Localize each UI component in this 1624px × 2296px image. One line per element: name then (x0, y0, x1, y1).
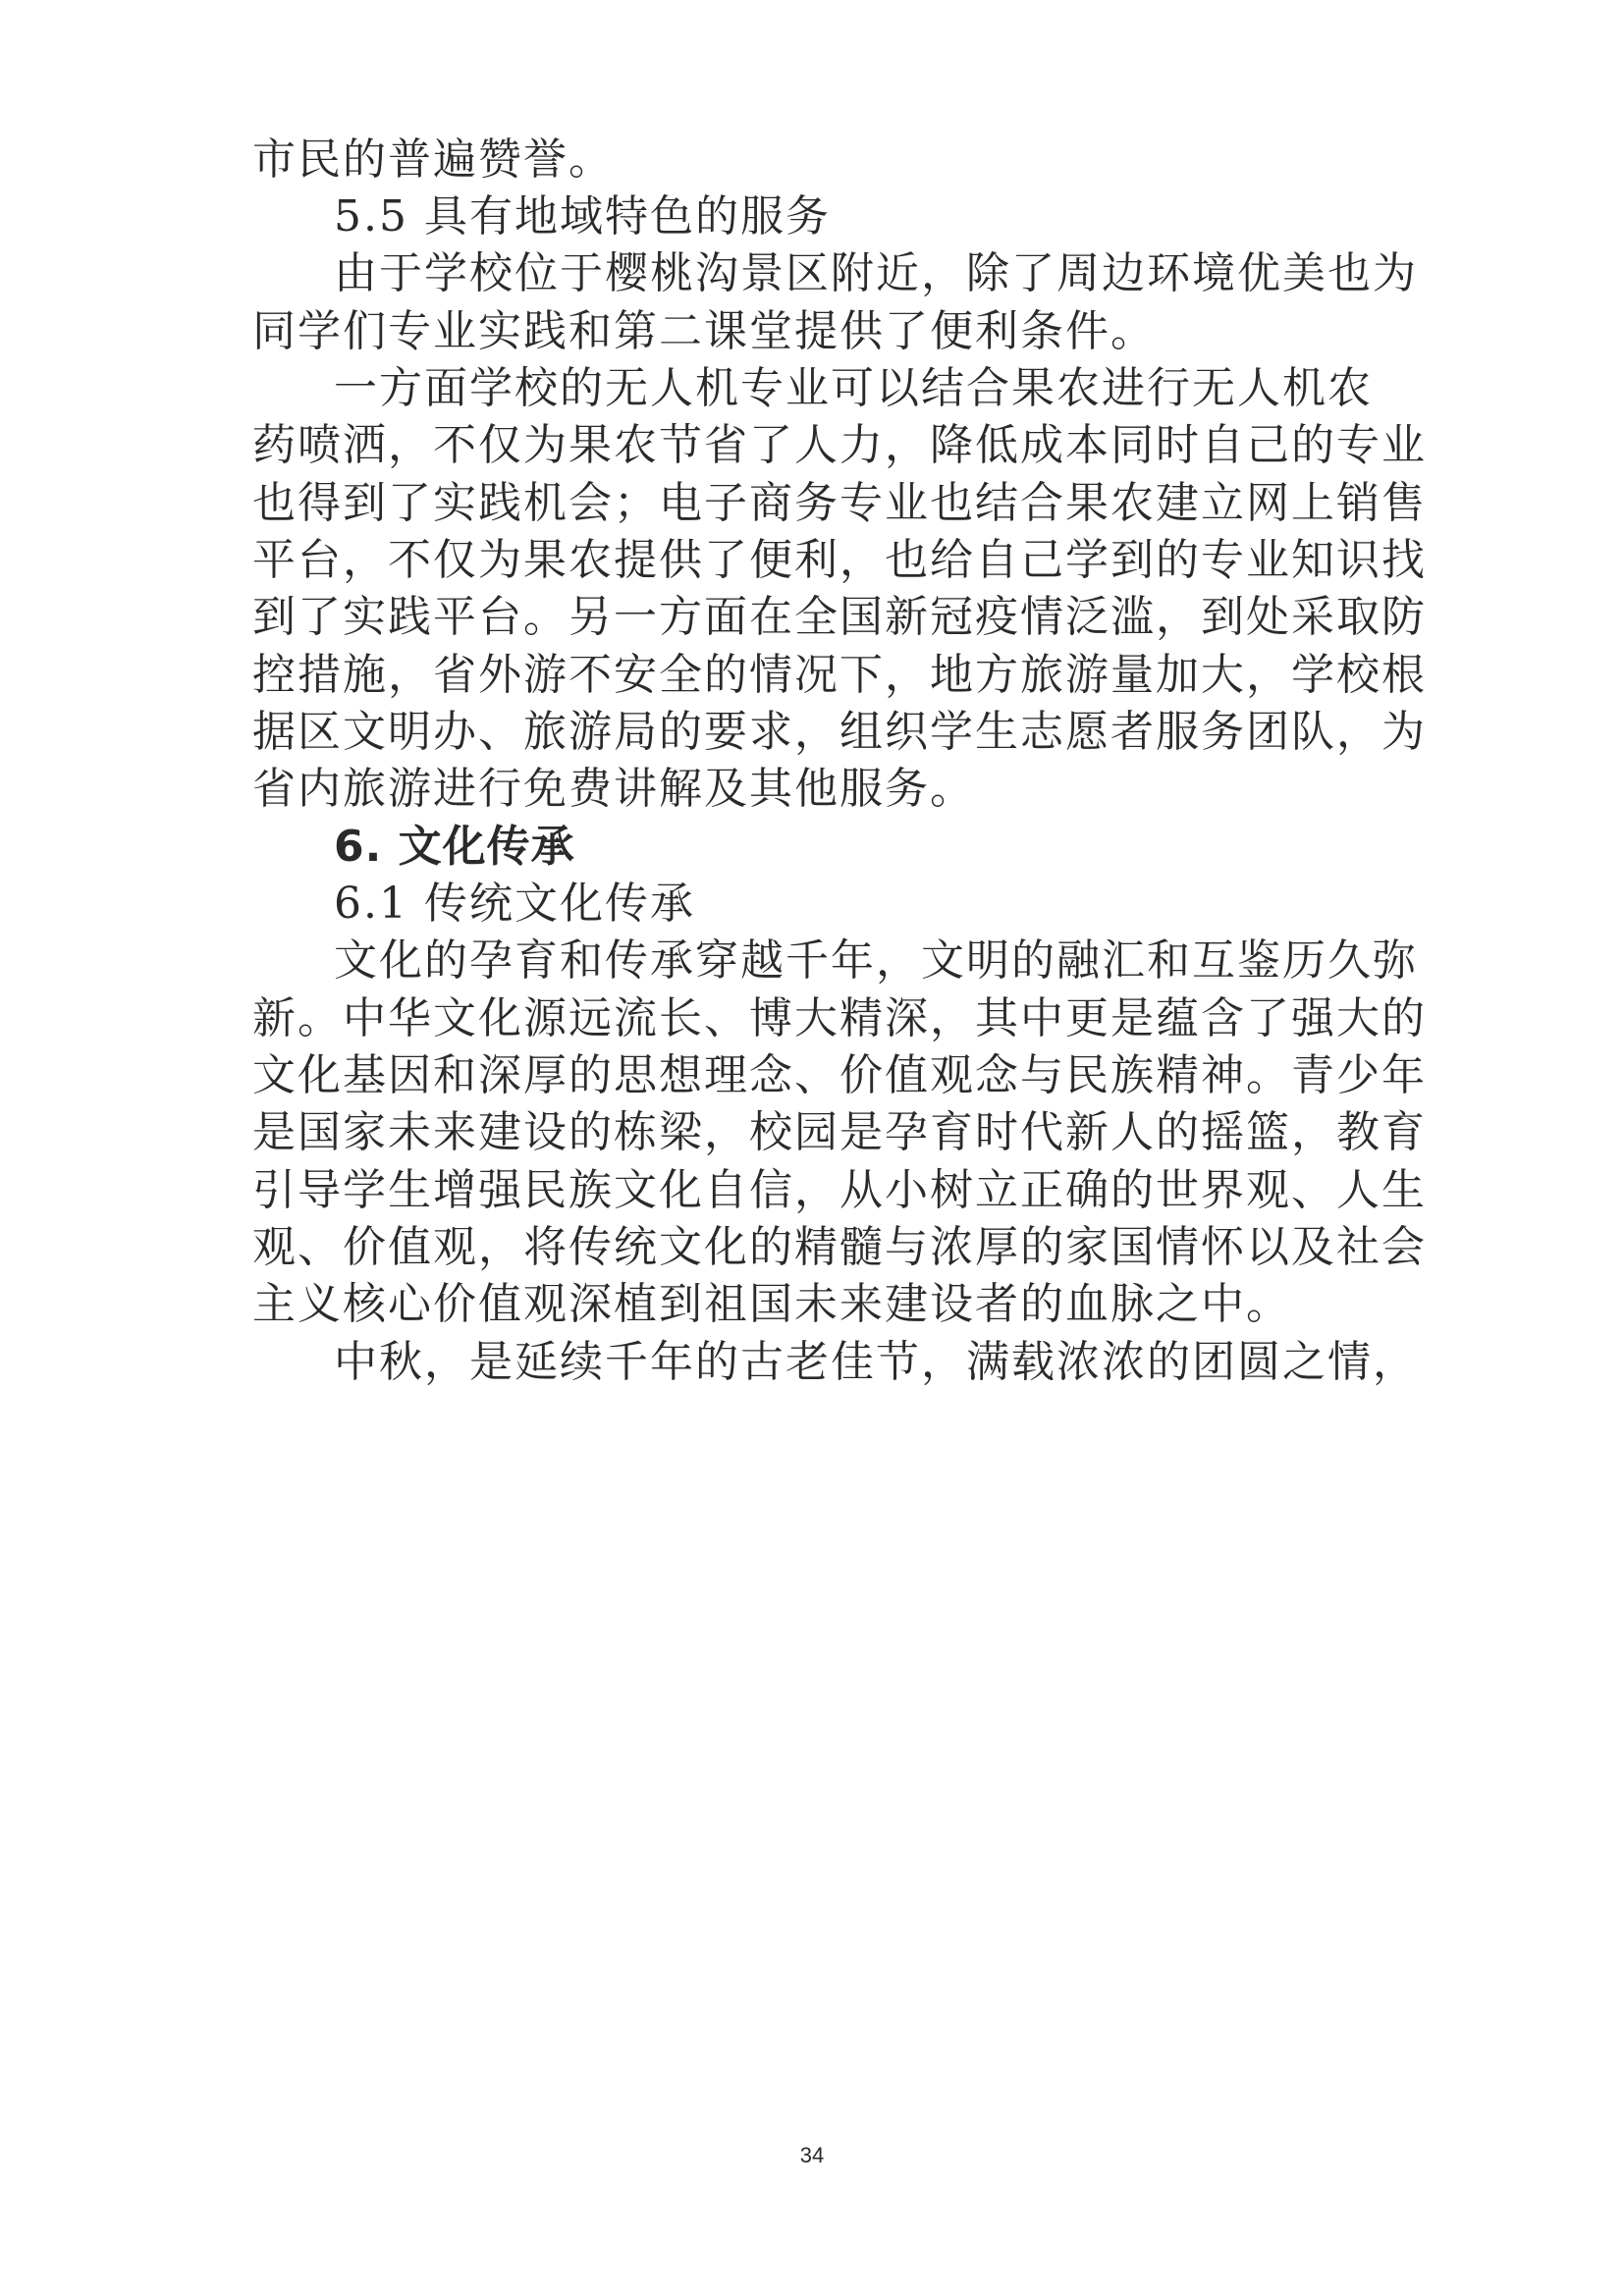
paragraph-line: 平台，不仅为果农提供了便利，也给自己学到的专业知识找 (252, 535, 1427, 585)
paragraph-line: 新。中华文化源远流长、博大精深，其中更是蕴含了强大的 (252, 993, 1427, 1043)
paragraph-line: 是国家未来建设的栋梁，校园是孕育时代新人的摇篮，教育 (252, 1107, 1427, 1157)
paragraph-line: 控措施，省外游不安全的情况下，地方旅游量加大，学校根 (252, 650, 1427, 700)
paragraph-line: 药喷洒，不仅为果农节省了人力，降低成本同时自己的专业 (252, 420, 1427, 470)
paragraph-line: 同学们专业实践和第二课堂提供了便利条件。 (252, 306, 1156, 356)
paragraph-line: 主义核心价值观深植到祖国未来建设者的血脉之中。 (252, 1279, 1291, 1329)
page-number: 34 (799, 2143, 825, 2167)
paragraph-line: 市民的普遍赞誉。 (252, 134, 614, 185)
paragraph-line: 中秋，是延续千年的古老佳节，满载浓浓的团圆之情， (334, 1337, 1418, 1387)
paragraph-line: 据区文明办、旅游局的要求，组织学生志愿者服务团队，为 (252, 707, 1427, 757)
paragraph-line: 文化的孕育和传承穿越千年，文明的融汇和互鉴历久弥 (334, 935, 1418, 986)
paragraph-line: 由于学校位于樱桃沟景区附近，除了周边环境优美也为 (334, 248, 1418, 298)
section-heading: 6. 文化传承 (334, 822, 575, 872)
paragraph-line: 省内旅游进行免费讲解及其他服务。 (252, 764, 975, 814)
paragraph-line: 也得到了实践机会；电子商务专业也结合果农建立网上销售 (252, 478, 1427, 528)
paragraph-line: 一方面学校的无人机专业可以结合果农进行无人机农 (334, 363, 1373, 413)
paragraph-line: 观、价值观，将传统文化的精髓与浓厚的家国情怀以及社会 (252, 1222, 1427, 1272)
paragraph-line: 引导学生增强民族文化自信，从小树立正确的世界观、人生 (252, 1165, 1427, 1215)
section-subheading: 6.1 传统文化传承 (334, 879, 695, 929)
paragraph-line: 文化基因和深厚的思想理念、价值观念与民族精神。青少年 (252, 1050, 1427, 1100)
section-subheading: 5.5 具有地域特色的服务 (334, 191, 831, 241)
paragraph-line: 到了实践平台。另一方面在全国新冠疫情泛滥，到处采取防 (252, 592, 1427, 642)
